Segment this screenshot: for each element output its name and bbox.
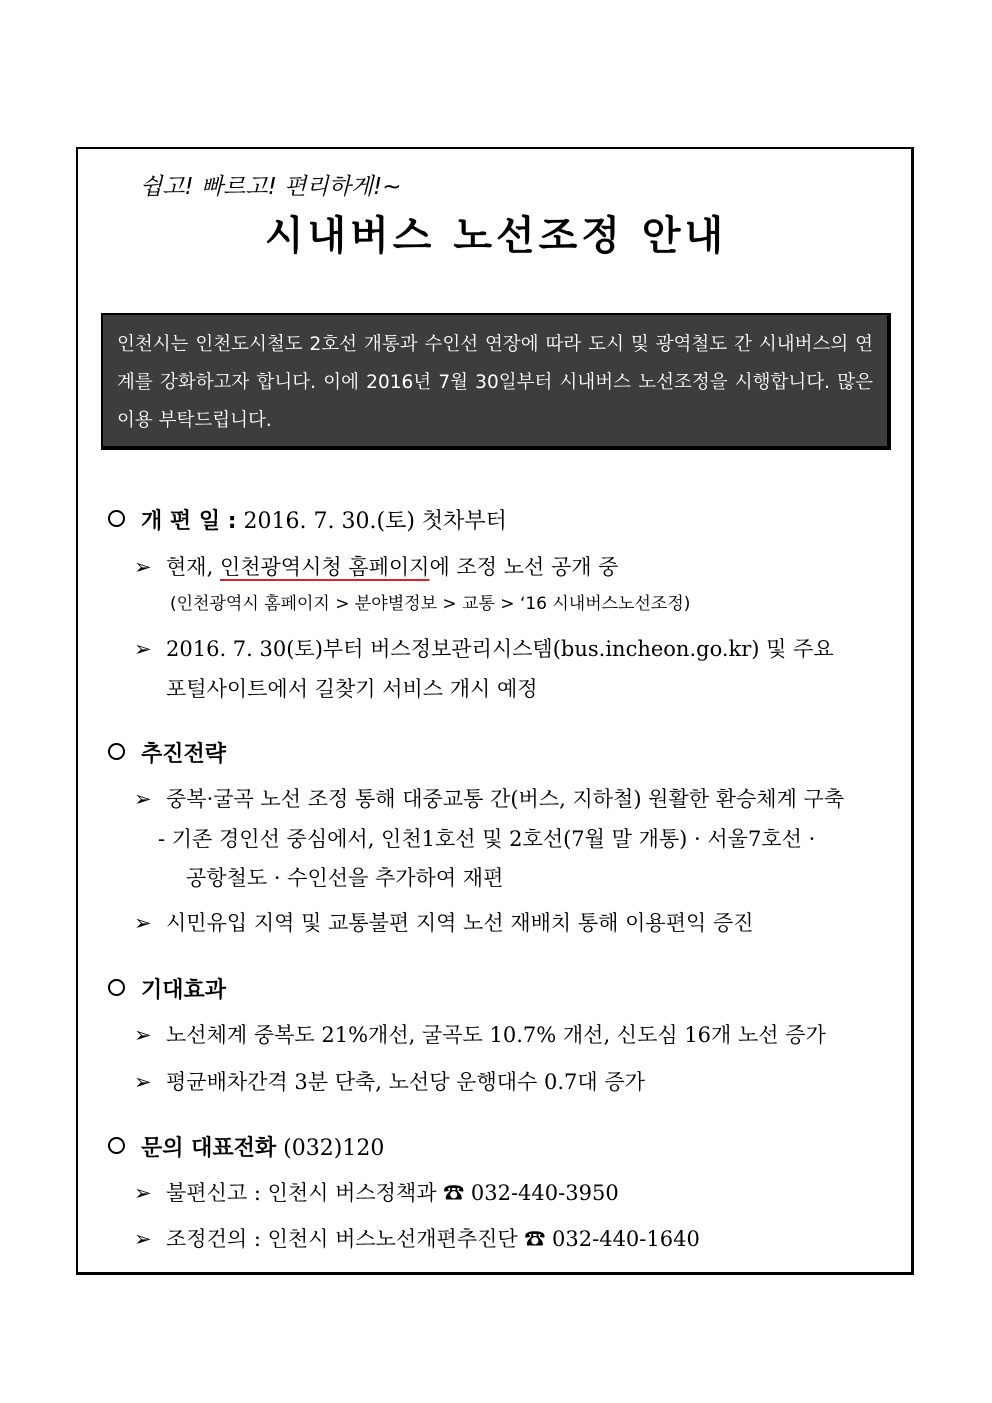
list-item bbox=[134, 1066, 645, 1096]
phone-number: (032)120 bbox=[283, 1136, 385, 1161]
circle-bullet-icon bbox=[108, 743, 125, 760]
section-schedule bbox=[108, 504, 507, 535]
arrow-bullet-icon: ➢ bbox=[134, 1070, 152, 1094]
arrow-bullet-icon: ➢ bbox=[134, 555, 152, 579]
circle-bullet-icon bbox=[108, 1137, 125, 1154]
item-text: 중복·굴곡 노선 조정 통해 대중교통 간(버스, 지하철) 원활한 환승체계 구축 bbox=[166, 787, 845, 811]
item-text: 평균배차간격 3분 단축, 노선당 운행대수 0.7대 증가 bbox=[166, 1070, 645, 1094]
circle-bullet-icon bbox=[108, 979, 125, 996]
homepage-link[interactable]: 인천광역시청 홈페이지 bbox=[219, 555, 430, 579]
list-item bbox=[134, 907, 754, 937]
list-item bbox=[134, 1177, 619, 1207]
item-text: 노선체계 중복도 21%개선, 굴곡도 10.7% 개선, 신도심 16개 노선 증가 bbox=[166, 1023, 826, 1047]
arrow-bullet-icon: ➢ bbox=[134, 1227, 152, 1251]
list-item bbox=[134, 551, 618, 581]
section-value: 2016. 7. 30.(토) 첫차부터 bbox=[243, 509, 507, 534]
item-prefix: 현재, bbox=[166, 555, 214, 579]
sub-item: - 기존 경인선 중심에서, 인천1호선 및 2호선(7월 말 개통) · 서울7호선 · bbox=[158, 827, 816, 851]
section-label: 추진전략 bbox=[141, 742, 227, 767]
section-effects bbox=[108, 973, 226, 1004]
item-text: 조정건의 : 인천시 버스노선개편추진단 ☎ 032-440-1640 bbox=[166, 1227, 700, 1251]
section-contact bbox=[108, 1131, 384, 1162]
list-item bbox=[134, 1019, 826, 1049]
item-text: 시민유입 지역 및 교통불편 지역 노선 재배치 통해 이용편익 증진 bbox=[166, 911, 754, 935]
notice-box: 인천시는 인천도시철도 2호선 개통과 수인선 연장에 따라 도시 및 광역철도 간 시내버스의 연계를 강화하고자 합니다. 이에 2016년 7월 30일부터 시내버스 노선조정을 시행합니다. 많은 이용 부탁드립니다. bbox=[101, 313, 891, 450]
sub-item-continuation: 공항철도 · 수인선을 추가하여 재편 bbox=[186, 866, 504, 890]
list-item bbox=[134, 1223, 700, 1253]
item-suffix: 에 조정 노선 공개 중 bbox=[429, 555, 619, 579]
item-text: 2016. 7. 30(토)부터 버스정보관리시스템(bus.incheon.go.kr) 및 주요 bbox=[166, 637, 834, 661]
arrow-bullet-icon: ➢ bbox=[134, 911, 152, 935]
section-label: 기대효과 bbox=[141, 978, 227, 1003]
arrow-bullet-icon: ➢ bbox=[134, 1181, 152, 1205]
arrow-bullet-icon: ➢ bbox=[134, 787, 152, 811]
section-label: 개 편 일 : bbox=[141, 509, 237, 534]
page-title: 시내버스 노선조정 안내 bbox=[264, 213, 728, 259]
list-item bbox=[134, 783, 844, 813]
circle-bullet-icon bbox=[108, 510, 125, 527]
menu-path: (인천광역시 홈페이지 > 분야별정보 > 교통 > ‘16 시내버스노선조정) bbox=[170, 594, 691, 614]
item-text: 불편신고 : 인천시 버스정책과 ☎ 032-440-3950 bbox=[166, 1181, 619, 1205]
arrow-bullet-icon: ➢ bbox=[134, 637, 152, 661]
section-label: 문의 대표전화 bbox=[141, 1136, 277, 1161]
slogan: 쉽고! 빠르고! 편리하게!~ bbox=[140, 174, 402, 200]
list-item bbox=[134, 633, 834, 663]
item-continuation: 포털사이트에서 길찾기 서비스 개시 예정 bbox=[166, 677, 538, 701]
arrow-bullet-icon: ➢ bbox=[134, 1023, 152, 1047]
section-strategy bbox=[108, 737, 226, 768]
